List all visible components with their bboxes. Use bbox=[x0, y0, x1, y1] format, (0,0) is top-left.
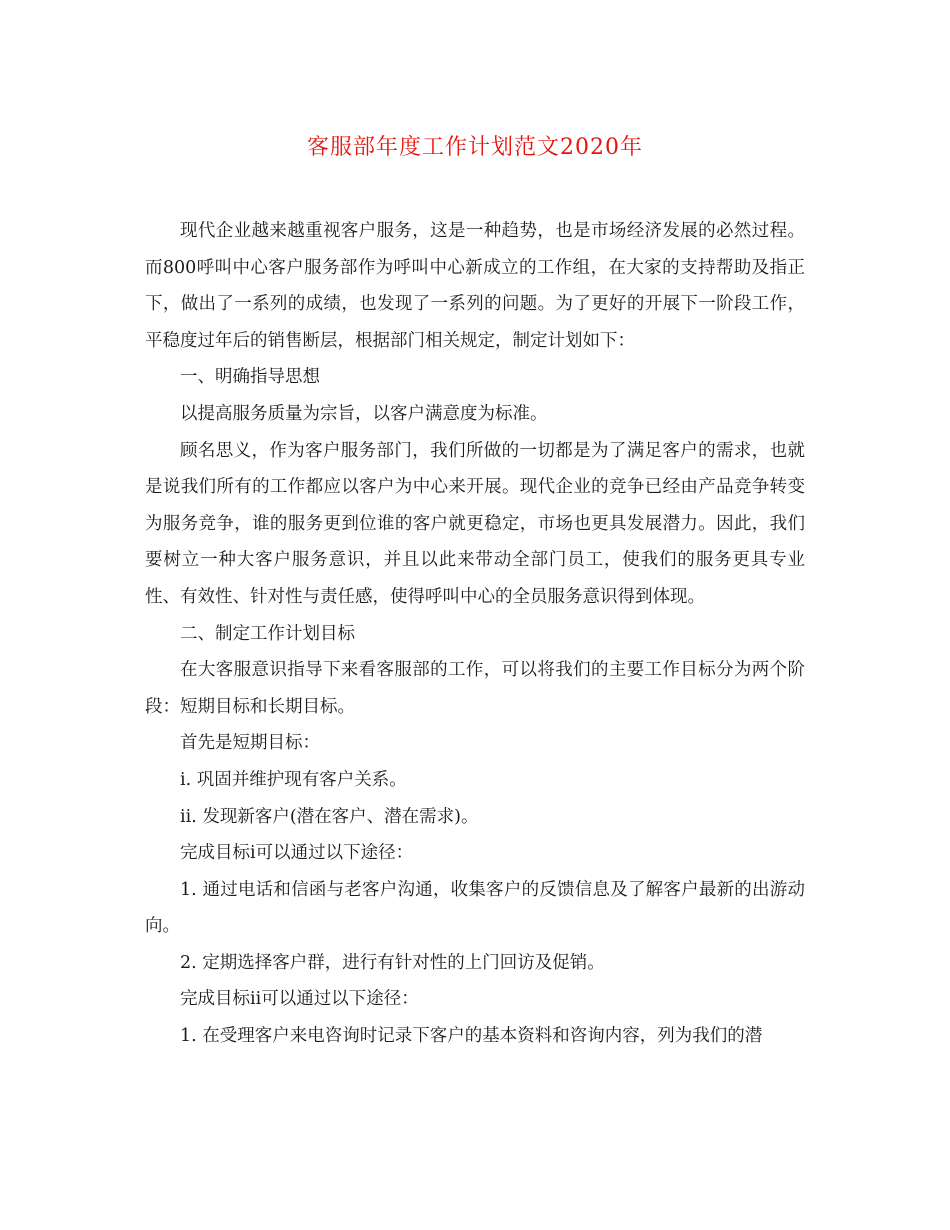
paragraph-short-term: 首先是短期目标： bbox=[180, 733, 320, 754]
list-item-method-1: 1. 通过电话和信函与老客户沟通，收集客户的反馈信息及了解客户最新的出游动向。 bbox=[145, 879, 805, 937]
list-item-goal-i: i. 巩固并维护现有客户关系。 bbox=[180, 769, 407, 790]
list-item-method-ii-1: 1. 在受理客户来电咨询时记录下客户的基本资料和咨询内容，列为我们的潜 bbox=[180, 1026, 763, 1047]
document-body bbox=[145, 213, 805, 1055]
paragraph-goal-i-methods: 完成目标i可以通过以下途径： bbox=[180, 843, 414, 864]
list-item-method-2: 2. 定期选择客户群，进行有针对性的上门回访及促销。 bbox=[180, 952, 605, 973]
list-item-goal-ii: ii. 发现新客户(潜在客户、潜在需求)。 bbox=[180, 806, 479, 827]
paragraph-goals-intro: 在大客服意识指导下来看客服部的工作，可以将我们的主要工作目标分为两个阶段：短期目标和长期目标。 bbox=[145, 660, 805, 717]
paragraph-principle: 以提高服务质量为宗旨，以客户满意度为标准。 bbox=[180, 403, 548, 424]
document-title: 客服部年度工作计划范文2020年 bbox=[307, 135, 643, 160]
paragraph-goal-ii-methods: 完成目标ii可以通过以下途径： bbox=[180, 989, 419, 1010]
section-heading-1: 一、明确指导思想 bbox=[180, 367, 320, 388]
section-heading-2: 二、制定工作计划目标 bbox=[180, 623, 355, 644]
paragraph-explanation: 顾名思义，作为客户服务部门，我们所做的一切都是为了满足客户的需求，也就是说我们所有的工作都应以客户为中心来开展。现代企业的竞争已经由产品竞争转变为服务竞争，谁的服务更到位谁的客户就更稳定，市场也更具发展潜力。因此，我们要树立一种大客户服务意识，并且以此来带动全部门员工，使我们的服务更具专业性、有效性、针对性与责任感，使得呼叫中心的全员服务意识得到体现。 bbox=[145, 440, 805, 607]
paragraph-intro: 现代企业越来越重视客户服务，这是一种趋势，也是市场经济发展的必然过程。而800呼叫中心客户服务部作为呼叫中心新成立的工作组，在大家的支持帮助及指正下，做出了一系列的成绩，也发现了一系列的问题。为了更好的开展下一阶段工作，平稳度过年后的销售断层，根据部门相关规定，制定计划如下： bbox=[145, 221, 805, 351]
